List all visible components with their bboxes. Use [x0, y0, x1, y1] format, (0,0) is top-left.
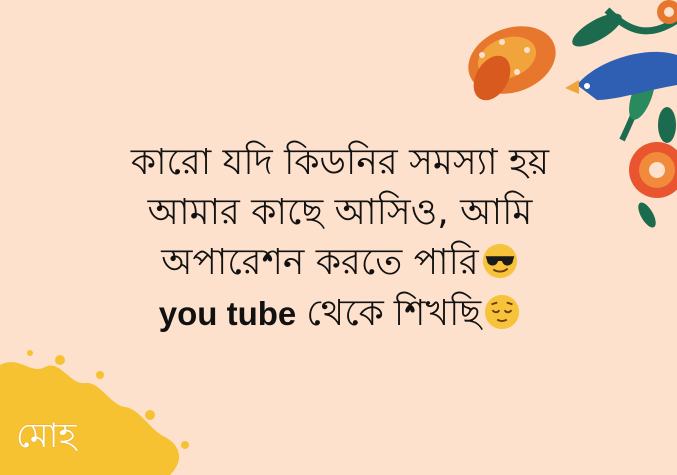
- caption-line-4: [40, 288, 640, 339]
- blue-bird: [565, 52, 677, 100]
- caption-line-3-text: অপারেশন করতে পারি: [161, 242, 479, 283]
- relieved-emoji-icon: [483, 293, 521, 331]
- caption-line-3: [40, 238, 640, 288]
- caption-line-4-english: you tube: [158, 295, 297, 332]
- sunglasses-emoji-icon: [481, 242, 519, 280]
- leaf: [658, 107, 676, 143]
- caption-line-2: আমার কাছে আসিও, আমি: [147, 192, 533, 233]
- orange-flower: [459, 15, 565, 107]
- small-flower: [657, 0, 677, 24]
- caption-line-4-bangla: থেকে শিখছি: [296, 292, 482, 333]
- meme-caption: [40, 138, 640, 339]
- moj-logo: মোহ: [16, 416, 77, 456]
- caption-line-1: কারো যদি কিডনির সমস্যা হয়: [130, 142, 550, 183]
- leaf: [568, 7, 626, 52]
